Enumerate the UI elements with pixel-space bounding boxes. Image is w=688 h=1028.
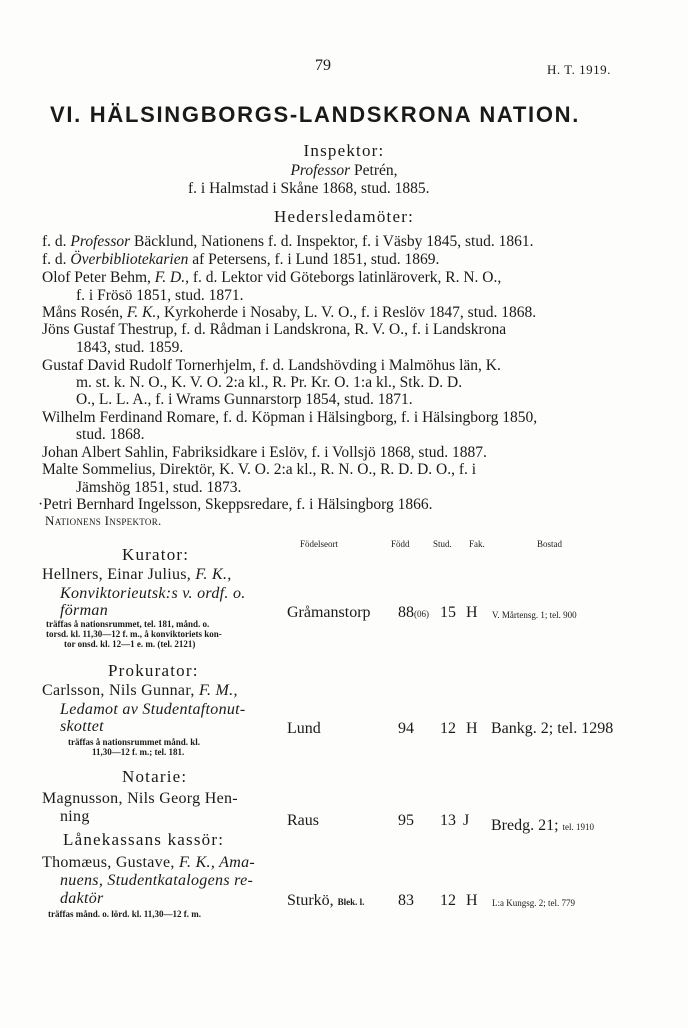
hedersledamot-line: Måns Rosén, F. K., Kyrkoherde i Nosaby, L. V. O., f. i Reslöv 1847, stud. 1868. — [42, 304, 537, 321]
kassor-role: nuens, Studentkatalogens re- — [60, 872, 254, 889]
page-title: VI. HÄLSINGBORGS-LANDSKRONA NATION. — [50, 102, 581, 127]
hedersledamot-line: m. st. k. N. O., K. V. O. 2:a kl., R. Pr. Kr. O. 1:a kl., Stk. D. D. — [76, 374, 463, 391]
hedersledamot-line: f. d. Överbibliotekarien af Petersens, f. i Lund 1851, stud. 1869. — [42, 251, 440, 268]
prokurator-bostad: Bankg. 2; tel. 1298 — [491, 720, 614, 737]
hedersledamot-line: 1843, stud. 1859. — [76, 339, 184, 356]
prokurator-fodelseort: Lund — [287, 720, 321, 737]
prokurator-fak: H — [466, 720, 478, 737]
col-fak: Fak. — [469, 539, 485, 549]
hedersledamot-line: Jöns Gustaf Thestrup, f. d. Rådman i Landskrona, R. V. O., f. i Landskrona — [42, 321, 507, 338]
kurator-fodd: 88(06) — [398, 604, 429, 621]
kassor-fodd: 83 — [398, 892, 414, 909]
kassor-heading: Lånekassans kassör: — [63, 830, 225, 849]
hedersledamot-line: O., L. L. A., f. i Wrams Gunnarstorp 1854, stud. 1871. — [76, 391, 413, 408]
hedersledamoter-heading: Hedersledamöter: — [273, 207, 415, 226]
notarie-fodelseort: Raus — [287, 812, 319, 829]
notarie-name-2: ning — [60, 808, 90, 825]
kassor-fodelseort: Sturkö, Blek. l. — [287, 892, 365, 909]
notarie-fak: J — [463, 812, 470, 829]
col-fodelseort: Födelseort — [300, 539, 338, 549]
inspektor-name — [0, 162, 688, 180]
prokurator-role: Ledamot av Studentaftonut- — [60, 701, 246, 718]
inspektor-heading: Inspektor: — [303, 141, 385, 160]
inspektor-surname: Petrén, — [354, 162, 398, 179]
prokurator-role-2: skottet — [60, 718, 104, 735]
hedersledamot-line: f. d. Professor Bäcklund, Nationens f. d. Inspektor, f. i Väsby 1845, stud. 1861. — [42, 233, 534, 250]
notarie-stud: 13 — [440, 812, 456, 829]
kassor-bostad: L:a Kungsg. 2; tel. 779 — [492, 898, 575, 908]
hedersledamot-line: Olof Peter Behm, F. D., f. d. Lektor vid Göteborgs latinläroverk, R. N. O., — [42, 269, 502, 286]
hedersledamot-line: Gustaf David Rudolf Tornerhjelm, f. d. Landshövding i Malmöhus län, K. — [42, 357, 501, 374]
nationens-inspektor-label: Nationens Inspektor. — [45, 513, 162, 528]
prokurator-name: Carlsson, Nils Gunnar, F. M., — [42, 682, 238, 699]
kassor-fak: H — [466, 892, 478, 909]
kurator-fodelseort: Gråmanstorp — [287, 604, 371, 621]
kurator-role-2: förman — [60, 602, 109, 619]
prokurator-heading: Prokurator: — [108, 661, 199, 680]
prokurator-fodd: 94 — [398, 720, 414, 737]
hedersledamot-line: ·Petri Bernhard Ingelsson, Skeppsredare, f. i Hälsingborg 1866. — [38, 496, 433, 513]
kurator-heading: Kurator: — [122, 545, 190, 564]
prokurator-note-1: träffas å nationsrummet månd. kl. — [68, 737, 200, 747]
kurator-note-3: tor onsd. kl. 12—1 e. m. (tel. 2121) — [64, 639, 196, 649]
prokurator-note-2: 11,30—12 f. m.; tel. 181. — [92, 747, 185, 757]
kassor-note-1: träffas månd. o. lörd. kl. 11,30—12 f. m. — [48, 909, 201, 919]
page-number: 79 — [315, 57, 331, 74]
inspektor-title: Professor — [290, 162, 351, 179]
hedersledamot-line: Johan Albert Sahlin, Fabriksidkare i Eslöv, f. i Vollsjö 1868, stud. 1887. — [42, 444, 487, 461]
hedersledamot-line: Malte Sommelius, Direktör, K. V. O. 2:a kl., R. N. O., R. D. D. O., f. i — [42, 461, 477, 478]
kurator-fak: H — [466, 604, 478, 621]
notarie-name: Magnusson, Nils Georg Hen- — [42, 790, 238, 807]
kassor-name: Thomæus, Gustave, F. K., Ama- — [42, 854, 256, 871]
running-header: H. T. 1919. — [547, 62, 611, 77]
notarie-fodd: 95 — [398, 812, 414, 829]
kassor-stud: 12 — [440, 892, 456, 909]
inspektor-details: f. i Halmstad i Skåne 1868, stud. 1885. — [188, 180, 430, 197]
kurator-name: Hellners, Einar Julius, F. K., — [42, 566, 232, 583]
kurator-note-1: träffas å nationsrummet, tel. 181, månd. o. — [46, 619, 210, 629]
hedersledamot-line: f. i Frösö 1851, stud. 1871. — [76, 287, 244, 304]
hedersledamot-line: Wilhelm Ferdinand Romare, f. d. Köpman i Hälsingborg, f. i Hälsingborg 1850, — [42, 409, 538, 426]
col-stud: Stud. — [433, 539, 452, 549]
prokurator-stud: 12 — [440, 720, 456, 737]
hedersledamot-line: stud. 1868. — [76, 426, 145, 443]
kurator-role: Konviktorieutsk:s v. ordf. o. — [60, 585, 246, 602]
col-bostad: Bostad — [537, 539, 563, 549]
notarie-heading: Notarie: — [122, 767, 188, 786]
kurator-note-2: torsd. kl. 11,30—12 f. m., å konviktoriets kon- — [46, 629, 222, 639]
kassor-role-2: daktör — [60, 890, 104, 907]
hedersledamot-line: Jämshög 1851, stud. 1873. — [76, 479, 242, 496]
kurator-bostad: V. Mårtensg. 1; tel. 900 — [492, 610, 577, 620]
col-fodd: Född — [391, 539, 410, 549]
notarie-bostad: Bredg. 21; tel. 1910 — [491, 817, 595, 834]
kurator-stud: 15 — [440, 604, 456, 621]
